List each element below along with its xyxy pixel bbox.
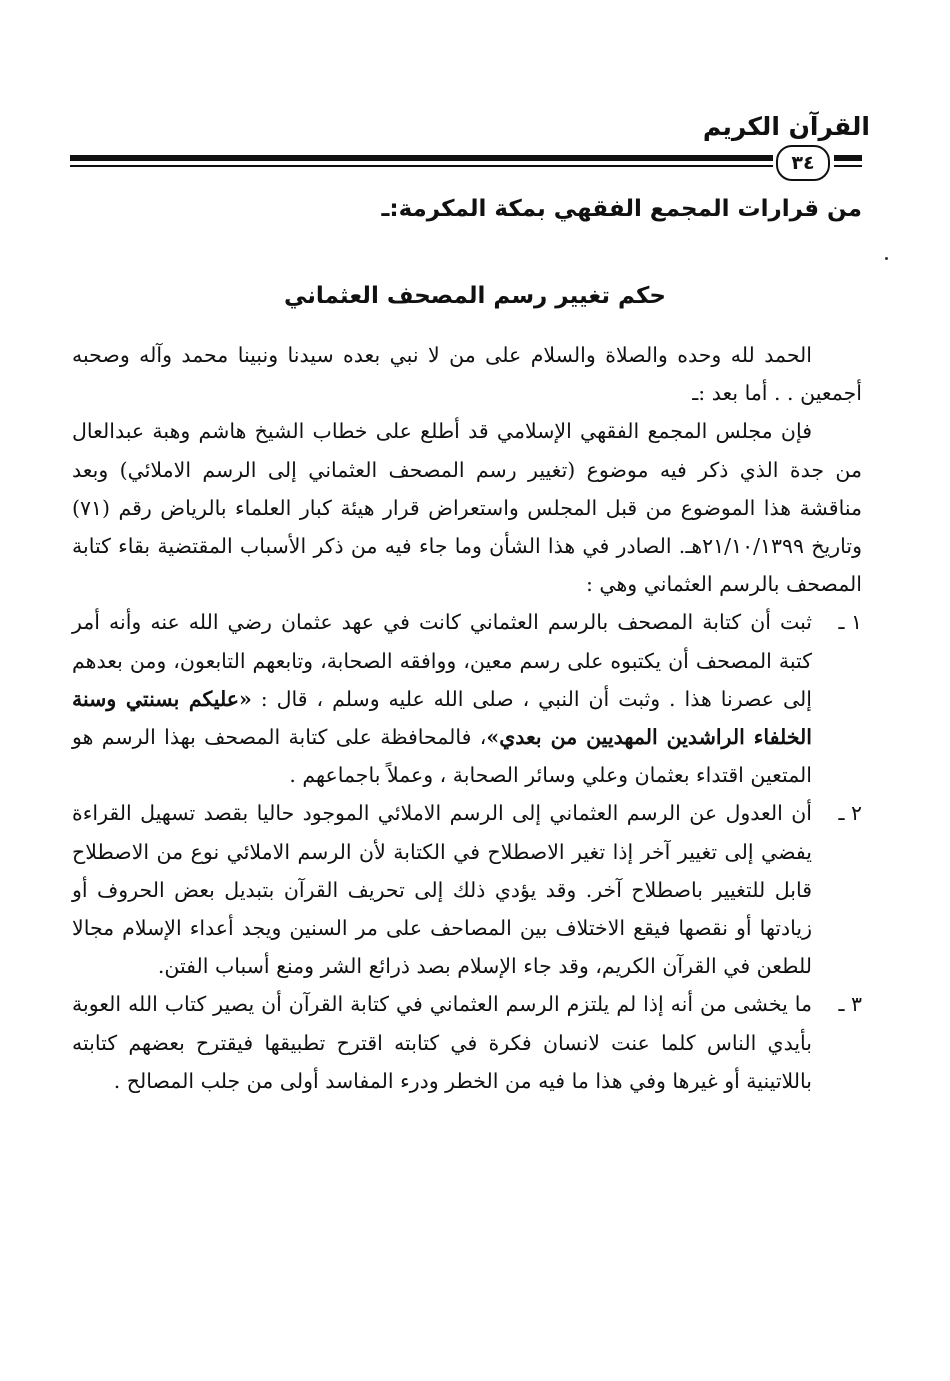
article-body [72, 336, 862, 1100]
list-item [72, 985, 862, 1100]
header-rule-thin [70, 165, 773, 167]
page-number-bar-thin [834, 165, 862, 167]
section-heading: من قرارات المجمع الفقهي بمكة المكرمة:ـ [381, 196, 862, 222]
list-item-text: ما يخشى من أنه إذا لم يلتزم الرسم العثماني في كتابة القرآن أن يصير كتاب الله العوبة بأيدي الناس كلما عنت لانسان فكرة في كتابته اقترح تطبيقها فيقترح بعضهم كتابته باللاتينية أو غيرها وفي هذا ما فيه من الخطر ودرء المفاسد أولى من جلب المصالح . [72, 992, 812, 1093]
list-item-number: ١ ـ [838, 610, 862, 635]
page-number-bar-thick [834, 155, 862, 161]
list-item-text: أن العدول عن الرسم العثماني إلى الرسم الاملائي الموجود حاليا بقصد تسهيل القراءة يفضي إلى تغيير آخر إذا تغير الاصطلاح في الكتابة لأن الرسم الاملائي نوع من الاصطلاح قابل للتغيير باصطلاح آخر. وقد يؤدي ذلك إلى تحريف القرآن بتبديل بعض الحروف أو زيادتها أو نقصها فيقع الاختلاف بين المصاحف على مر السنين ويجد أعداء الإسلام مجالا للطعن في القرآن الكريم، وقد جاء الإسلام بصد ذرائع الشر ومنع أسباب الفتن. [72, 801, 812, 979]
list-item-text-continued: ، فالمحافظة على كتابة المصحف بهذا الرسم هو المتعين اقتداء بعثمان وعلي وسائر الصحابة ، وعملاً باجماعهم . [72, 725, 812, 788]
list-item-number: ٣ ـ [838, 992, 862, 1017]
header-rule-thick [70, 155, 773, 161]
hadith-quote: «عليكم بسنتي وسنة الخلفاء الراشدين المهديين من بعدي» [72, 686, 813, 750]
intro-paragraph: الحمد لله وحده والصلاة والسلام على من لا نبي بعده سيدنا ونبينا محمد وآله وصحبه أجمعين . . أما بعد :ـ [72, 343, 862, 406]
list-item-text: ثبت أن كتابة المصحف بالرسم العثماني كانت في عهد عثمان رضي الله عنه وأنه أمر كتبة المصحف أن يكتبوه على رسم معين، ووافقه الصحابة، وتابعهم التابعون، ومن بعدهم إلى عصرنا هذا . وثبت أن النبي ، صلى الله عليه وسلم ، قال : [72, 610, 812, 711]
list-item-number: ٢ ـ [838, 801, 862, 826]
ink-speck [885, 257, 888, 260]
running-title: القرآن الكريم [702, 112, 870, 141]
list-item [72, 794, 862, 985]
article-title: حكم تغيير رسم المصحف العثماني [283, 283, 667, 309]
reasons-list [72, 603, 862, 1100]
page-number: ٣٤ [776, 145, 830, 181]
main-paragraph: فإن مجلس المجمع الفقهي الإسلامي قد أطلع على خطاب الشيخ هاشم وهبة عبدالعال من جدة الذي ذكر فيه موضوع (تغيير رسم المصحف العثماني إلى الرسم الاملائي) وبعد مناقشة هذا الموضوع من قبل المجلس واستعراض قرار هيئة كبار العلماء بالرياض رقم (٧١) وتاريخ ٢١/١٠/١٣٩٩هـ. الصادر في هذا الشأن وما جاء فيه من ذكر الأسباب المقتضية بقاء كتابة المصحف بالرسم العثماني وهي : [72, 419, 862, 597]
list-item [72, 603, 862, 794]
